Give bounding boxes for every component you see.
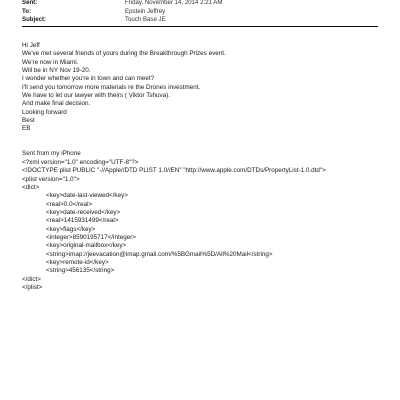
sent-label: Sent: bbox=[22, 0, 38, 6]
message-line: I'll send you tomorrow more materials re the Drones investment. bbox=[22, 83, 201, 91]
dict-open-tag: <dict> bbox=[22, 183, 40, 191]
plist-entry: <real>1415931499</real> bbox=[46, 217, 119, 225]
dict-close-tag: </dict> bbox=[22, 275, 41, 283]
to-label: To: bbox=[22, 8, 32, 15]
to-value: Epstein Jeffrey bbox=[125, 8, 166, 15]
message-line: We're now in Miami. bbox=[22, 58, 79, 66]
message-line: We've met several friends of yours during the Breakthrough Prizes event. bbox=[22, 50, 226, 58]
xml-declaration: <?xml version="1.0" encoding="UTF-8"?> bbox=[22, 158, 139, 166]
email-body bbox=[22, 42, 382, 292]
subject-label: Subject: bbox=[22, 16, 47, 23]
plist-entry: <key>date-received</key> bbox=[46, 208, 121, 216]
plist-entry: <real>0.0</real> bbox=[46, 200, 93, 208]
message-line: I wonder whether you're in town and can meet? bbox=[22, 75, 155, 83]
message-line: Will be in NY Nov 19-20. bbox=[22, 67, 91, 75]
message-text bbox=[22, 42, 382, 134]
subject-value: Touch Base JE bbox=[125, 16, 166, 23]
plist-block bbox=[22, 159, 382, 293]
plist-entry: <key>remote-id</key> bbox=[46, 258, 109, 266]
message-line: EB bbox=[22, 125, 31, 133]
plist-entry: <key>flags</key> bbox=[46, 225, 96, 233]
message-line: We have to let our lawyer with theirs ( Viktor Tshuva). bbox=[22, 92, 171, 100]
plist-entry: <string>456135</string> bbox=[46, 267, 115, 275]
spacer bbox=[22, 134, 382, 151]
message-line: Looking forward bbox=[22, 108, 67, 116]
sent-from-signature: Sent from my iPhone bbox=[22, 150, 81, 158]
plist-entry: <key>date-last-viewed</key> bbox=[46, 192, 128, 200]
message-line: And make final decision. bbox=[22, 100, 91, 108]
plist-doctype: <!DOCTYPE plist PUBLIC "-//Apple//DTD PLIST 1.0//EN" "http://www.apple.com/DTDs/PropertyList-1.0.dtd"> bbox=[22, 167, 326, 175]
plist-entry: <key>original-mailbox</key> bbox=[46, 242, 127, 250]
message-line: Hi Jeff bbox=[22, 42, 40, 49]
sent-value: Friday, November 14, 2014 2:21 AM bbox=[125, 0, 223, 6]
plist-close-tag: </plist> bbox=[22, 283, 43, 291]
plist-open-tag: <plist version="1.0"> bbox=[22, 175, 80, 183]
plist-entry: <string>imap://jeevacation@imap.gmail.com/%5BGmail%5D/All%20Mail</string> bbox=[46, 250, 273, 258]
header-divider bbox=[22, 26, 378, 27]
plist-entry: <integer>8590195717</integer> bbox=[46, 233, 136, 241]
message-line: Best bbox=[22, 117, 35, 125]
